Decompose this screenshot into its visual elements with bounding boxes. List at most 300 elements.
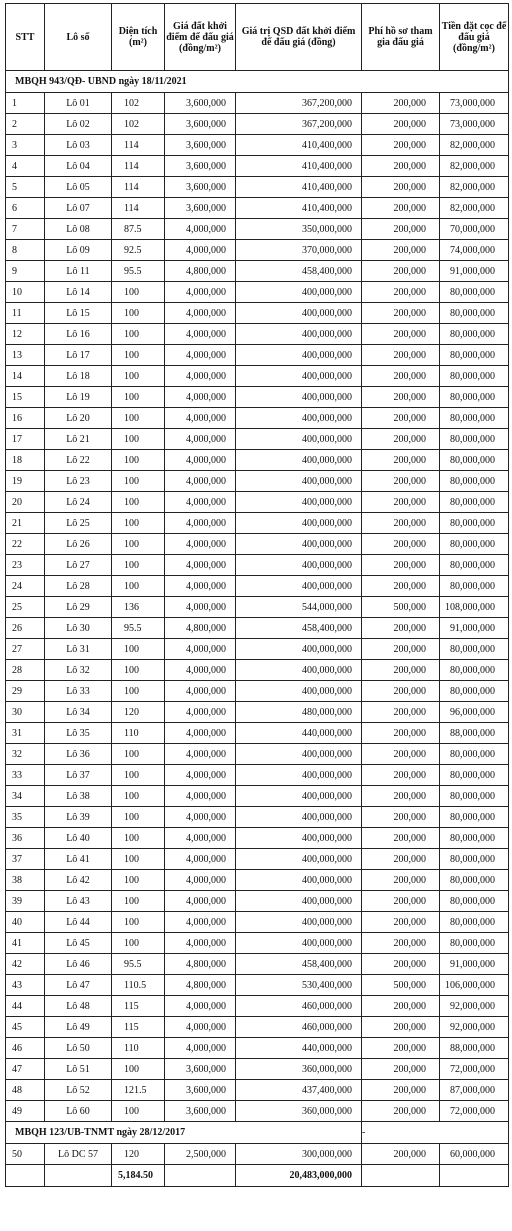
row-area: 115 xyxy=(112,996,165,1017)
totals-value: 20,483,000,000 xyxy=(236,1165,362,1187)
row-unit-price: 4,800,000 xyxy=(165,261,236,282)
row-area: 100 xyxy=(112,324,165,345)
row-unit-price: 4,000,000 xyxy=(165,723,236,744)
row-deposit: 80,000,000 xyxy=(440,387,509,408)
row-area: 95.5 xyxy=(112,618,165,639)
row-deposit: 91,000,000 xyxy=(440,618,509,639)
row-lot: Lô 34 xyxy=(45,702,112,723)
row-fee: 200,000 xyxy=(362,765,440,786)
row-fee: 200,000 xyxy=(362,156,440,177)
row-unit-price: 4,000,000 xyxy=(165,933,236,954)
row-lot: Lô 47 xyxy=(45,975,112,996)
table-row xyxy=(6,765,509,786)
row-value: 440,000,000 xyxy=(236,1038,362,1059)
row-stt: 29 xyxy=(6,681,45,702)
row-unit-price: 4,000,000 xyxy=(165,660,236,681)
table-row xyxy=(6,324,509,345)
row-area: 114 xyxy=(112,198,165,219)
row-unit-price: 4,000,000 xyxy=(165,765,236,786)
row-area: 100 xyxy=(112,639,165,660)
row-deposit: 80,000,000 xyxy=(440,408,509,429)
row-fee: 200,000 xyxy=(362,1144,440,1165)
row-value: 370,000,000 xyxy=(236,240,362,261)
table-row xyxy=(6,954,509,975)
table-row xyxy=(6,1038,509,1059)
row-area: 100 xyxy=(112,807,165,828)
row-value: 410,400,000 xyxy=(236,177,362,198)
row-lot: Lô 33 xyxy=(45,681,112,702)
row-unit-price: 3,600,000 xyxy=(165,1101,236,1122)
row-lot: Lô 23 xyxy=(45,471,112,492)
row-value: 400,000,000 xyxy=(236,492,362,513)
row-area: 100 xyxy=(112,786,165,807)
row-unit-price: 4,000,000 xyxy=(165,870,236,891)
row-fee: 200,000 xyxy=(362,744,440,765)
row-lot: Lô 22 xyxy=(45,450,112,471)
row-value: 400,000,000 xyxy=(236,891,362,912)
row-lot: Lô 52 xyxy=(45,1080,112,1101)
row-lot: Lô 17 xyxy=(45,345,112,366)
row-lot: Lô 27 xyxy=(45,555,112,576)
row-unit-price: 4,000,000 xyxy=(165,702,236,723)
row-unit-price: 4,000,000 xyxy=(165,240,236,261)
row-lot: Lô 41 xyxy=(45,849,112,870)
row-deposit: 73,000,000 xyxy=(440,114,509,135)
table-row xyxy=(6,639,509,660)
row-area: 100 xyxy=(112,891,165,912)
header-deposit: Tiền đặt cọc để đấu giá (đồng/m²) xyxy=(440,4,509,71)
row-stt: 5 xyxy=(6,177,45,198)
row-stt: 50 xyxy=(6,1144,45,1165)
row-area: 100 xyxy=(112,282,165,303)
row-lot: Lô 29 xyxy=(45,597,112,618)
row-lot: Lô 49 xyxy=(45,1017,112,1038)
header-area: Diện tích (m²) xyxy=(112,4,165,71)
row-deposit: 80,000,000 xyxy=(440,450,509,471)
row-fee: 200,000 xyxy=(362,366,440,387)
row-value: 400,000,000 xyxy=(236,450,362,471)
row-area: 100 xyxy=(112,933,165,954)
row-unit-price: 3,600,000 xyxy=(165,177,236,198)
row-unit-price: 3,600,000 xyxy=(165,1080,236,1101)
row-value: 300,000,000 xyxy=(236,1144,362,1165)
row-stt: 48 xyxy=(6,1080,45,1101)
row-fee: 200,000 xyxy=(362,177,440,198)
row-unit-price: 3,600,000 xyxy=(165,198,236,219)
row-fee: 200,000 xyxy=(362,891,440,912)
row-stt: 9 xyxy=(6,261,45,282)
row-stt: 43 xyxy=(6,975,45,996)
table-row xyxy=(6,471,509,492)
table-row xyxy=(6,807,509,828)
group-title-1: MBQH 943/QĐ- UBND ngày 18/11/2021 xyxy=(6,71,509,93)
row-deposit: 80,000,000 xyxy=(440,534,509,555)
row-unit-price: 4,000,000 xyxy=(165,891,236,912)
row-lot: Lô 51 xyxy=(45,1059,112,1080)
row-unit-price: 4,000,000 xyxy=(165,450,236,471)
row-stt: 13 xyxy=(6,345,45,366)
row-fee: 200,000 xyxy=(362,282,440,303)
row-area: 100 xyxy=(112,303,165,324)
totals-blank xyxy=(440,1165,509,1187)
row-deposit: 80,000,000 xyxy=(440,933,509,954)
row-value: 400,000,000 xyxy=(236,912,362,933)
row-unit-price: 4,000,000 xyxy=(165,492,236,513)
row-unit-price: 4,000,000 xyxy=(165,408,236,429)
row-deposit: 80,000,000 xyxy=(440,492,509,513)
row-deposit: 96,000,000 xyxy=(440,702,509,723)
row-value: 410,400,000 xyxy=(236,198,362,219)
group-title-2: MBQH 123/UB-TNMT ngày 28/12/2017 xyxy=(6,1122,362,1144)
row-deposit: 80,000,000 xyxy=(440,303,509,324)
table-row xyxy=(6,219,509,240)
row-value: 458,400,000 xyxy=(236,618,362,639)
table-row xyxy=(6,849,509,870)
row-area: 110.5 xyxy=(112,975,165,996)
row-value: 400,000,000 xyxy=(236,807,362,828)
row-value: 400,000,000 xyxy=(236,408,362,429)
row-stt: 33 xyxy=(6,765,45,786)
row-value: 410,400,000 xyxy=(236,135,362,156)
row-stt: 20 xyxy=(6,492,45,513)
row-deposit: 80,000,000 xyxy=(440,744,509,765)
table-row xyxy=(6,786,509,807)
row-lot: Lô 35 xyxy=(45,723,112,744)
row-stt: 24 xyxy=(6,576,45,597)
table-row xyxy=(6,870,509,891)
row-lot: Lô 03 xyxy=(45,135,112,156)
row-area: 100 xyxy=(112,534,165,555)
row-fee: 200,000 xyxy=(362,492,440,513)
row-unit-price: 4,000,000 xyxy=(165,912,236,933)
row-fee: 200,000 xyxy=(362,240,440,261)
row-lot: Lô 60 xyxy=(45,1101,112,1122)
group-row-2 xyxy=(6,1122,509,1144)
row-stt: 31 xyxy=(6,723,45,744)
row-lot: Lô 16 xyxy=(45,324,112,345)
row-stt: 41 xyxy=(6,933,45,954)
row-area: 100 xyxy=(112,408,165,429)
row-unit-price: 4,000,000 xyxy=(165,387,236,408)
row-stt: 42 xyxy=(6,954,45,975)
row-stt: 44 xyxy=(6,996,45,1017)
table-row xyxy=(6,282,509,303)
table-row xyxy=(6,1101,509,1122)
row-deposit: 80,000,000 xyxy=(440,471,509,492)
row-fee: 200,000 xyxy=(362,1038,440,1059)
row-lot: Lô 46 xyxy=(45,954,112,975)
row-area: 100 xyxy=(112,681,165,702)
table-row xyxy=(6,681,509,702)
row-stt: 1 xyxy=(6,93,45,114)
row-deposit: 92,000,000 xyxy=(440,996,509,1017)
row-unit-price: 4,000,000 xyxy=(165,744,236,765)
table-row xyxy=(6,912,509,933)
row-unit-price: 3,600,000 xyxy=(165,135,236,156)
row-stt: 22 xyxy=(6,534,45,555)
row-value: 360,000,000 xyxy=(236,1059,362,1080)
row-fee: 500,000 xyxy=(362,975,440,996)
row-deposit: 80,000,000 xyxy=(440,513,509,534)
row-lot: Lô 15 xyxy=(45,303,112,324)
row-deposit: 73,000,000 xyxy=(440,93,509,114)
row-area: 100 xyxy=(112,576,165,597)
row-fee: 200,000 xyxy=(362,660,440,681)
header-lot: Lô số xyxy=(45,4,112,71)
totals-area: 5,184.50 xyxy=(112,1165,165,1187)
row-fee: 200,000 xyxy=(362,450,440,471)
row-deposit: 82,000,000 xyxy=(440,198,509,219)
row-value: 458,400,000 xyxy=(236,954,362,975)
table-row xyxy=(6,366,509,387)
row-lot: Lô 36 xyxy=(45,744,112,765)
table-row xyxy=(6,702,509,723)
row-lot: Lô 50 xyxy=(45,1038,112,1059)
row-fee: 200,000 xyxy=(362,828,440,849)
row-fee: 200,000 xyxy=(362,1101,440,1122)
row-fee: 200,000 xyxy=(362,576,440,597)
row-lot: Lô 20 xyxy=(45,408,112,429)
row-value: 400,000,000 xyxy=(236,870,362,891)
row-value: 400,000,000 xyxy=(236,366,362,387)
row-lot: Lô 42 xyxy=(45,870,112,891)
row-value: 480,000,000 xyxy=(236,702,362,723)
row-value: 460,000,000 xyxy=(236,1017,362,1038)
row-value: 400,000,000 xyxy=(236,282,362,303)
row-lot: Lô 38 xyxy=(45,786,112,807)
row-fee: 500,000 xyxy=(362,597,440,618)
row-deposit: 80,000,000 xyxy=(440,828,509,849)
row-lot: Lô 43 xyxy=(45,891,112,912)
table-row xyxy=(6,744,509,765)
row-area: 95.5 xyxy=(112,954,165,975)
table-row xyxy=(6,492,509,513)
row-fee: 200,000 xyxy=(362,219,440,240)
row-fee: 200,000 xyxy=(362,429,440,450)
row-area: 110 xyxy=(112,1038,165,1059)
row-fee: 200,000 xyxy=(362,1080,440,1101)
row-fee: 200,000 xyxy=(362,954,440,975)
row-deposit: 80,000,000 xyxy=(440,345,509,366)
row-fee: 200,000 xyxy=(362,996,440,1017)
row-deposit: 74,000,000 xyxy=(440,240,509,261)
table-row xyxy=(6,303,509,324)
table-row xyxy=(6,450,509,471)
row-fee: 200,000 xyxy=(362,786,440,807)
row-fee: 200,000 xyxy=(362,870,440,891)
row-lot: Lô 04 xyxy=(45,156,112,177)
row-deposit: 70,000,000 xyxy=(440,219,509,240)
row-deposit: 80,000,000 xyxy=(440,576,509,597)
row-lot: Lô 37 xyxy=(45,765,112,786)
row-value: 530,400,000 xyxy=(236,975,362,996)
row-stt: 39 xyxy=(6,891,45,912)
row-deposit: 91,000,000 xyxy=(440,954,509,975)
table-row xyxy=(6,975,509,996)
row-area: 114 xyxy=(112,135,165,156)
row-stt: 6 xyxy=(6,198,45,219)
row-unit-price: 4,000,000 xyxy=(165,345,236,366)
row-unit-price: 4,000,000 xyxy=(165,1038,236,1059)
table-row xyxy=(6,156,509,177)
row-stt: 3 xyxy=(6,135,45,156)
row-stt: 4 xyxy=(6,156,45,177)
row-value: 400,000,000 xyxy=(236,765,362,786)
row-area: 121.5 xyxy=(112,1080,165,1101)
row-unit-price: 4,000,000 xyxy=(165,807,236,828)
auction-lot-table xyxy=(5,3,509,1187)
row-fee: 200,000 xyxy=(362,849,440,870)
row-deposit: 80,000,000 xyxy=(440,870,509,891)
row-fee: 200,000 xyxy=(362,555,440,576)
row-deposit: 80,000,000 xyxy=(440,912,509,933)
row-stt: 12 xyxy=(6,324,45,345)
row-value: 400,000,000 xyxy=(236,471,362,492)
row-stt: 27 xyxy=(6,639,45,660)
row-value: 400,000,000 xyxy=(236,513,362,534)
row-stt: 37 xyxy=(6,849,45,870)
row-fee: 200,000 xyxy=(362,702,440,723)
row-stt: 40 xyxy=(6,912,45,933)
row-deposit: 72,000,000 xyxy=(440,1101,509,1122)
row-fee: 200,000 xyxy=(362,807,440,828)
row-deposit: 80,000,000 xyxy=(440,660,509,681)
table-row xyxy=(6,135,509,156)
row-stt: 7 xyxy=(6,219,45,240)
row-lot: Lô 44 xyxy=(45,912,112,933)
row-deposit: 80,000,000 xyxy=(440,366,509,387)
row-value: 400,000,000 xyxy=(236,849,362,870)
totals-blank xyxy=(6,1165,45,1187)
row-value: 367,200,000 xyxy=(236,114,362,135)
table-row xyxy=(6,660,509,681)
row-unit-price: 4,000,000 xyxy=(165,681,236,702)
row-stt: 49 xyxy=(6,1101,45,1122)
row-value: 410,400,000 xyxy=(236,156,362,177)
row-stt: 25 xyxy=(6,597,45,618)
row-deposit: 88,000,000 xyxy=(440,723,509,744)
row-unit-price: 4,000,000 xyxy=(165,471,236,492)
table-row xyxy=(6,555,509,576)
row-deposit: 108,000,000 xyxy=(440,597,509,618)
header-stt: STT xyxy=(6,4,45,71)
row-stt: 47 xyxy=(6,1059,45,1080)
row-stt: 8 xyxy=(6,240,45,261)
row-value: 400,000,000 xyxy=(236,828,362,849)
row-lot: Lô 40 xyxy=(45,828,112,849)
row-fee: 200,000 xyxy=(362,198,440,219)
row-lot: Lô DC 57 xyxy=(45,1144,112,1165)
row-area: 114 xyxy=(112,177,165,198)
row-unit-price: 4,000,000 xyxy=(165,219,236,240)
table-row xyxy=(6,534,509,555)
row-value: 400,000,000 xyxy=(236,534,362,555)
row-unit-price: 4,000,000 xyxy=(165,1017,236,1038)
row-deposit: 80,000,000 xyxy=(440,324,509,345)
row-stt: 32 xyxy=(6,744,45,765)
row-fee: 200,000 xyxy=(362,408,440,429)
row-area: 100 xyxy=(112,555,165,576)
row-value: 400,000,000 xyxy=(236,744,362,765)
row-area: 100 xyxy=(112,345,165,366)
row-lot: Lô 45 xyxy=(45,933,112,954)
table-row xyxy=(6,996,509,1017)
row-value: 400,000,000 xyxy=(236,639,362,660)
row-fee: 200,000 xyxy=(362,534,440,555)
totals-blank xyxy=(45,1165,112,1187)
row-stt: 46 xyxy=(6,1038,45,1059)
row-stt: 35 xyxy=(6,807,45,828)
row-lot: Lô 08 xyxy=(45,219,112,240)
row-deposit: 87,000,000 xyxy=(440,1080,509,1101)
table-body xyxy=(6,71,509,1187)
row-fee: 200,000 xyxy=(362,324,440,345)
row-fee: 200,000 xyxy=(362,639,440,660)
row-value: 360,000,000 xyxy=(236,1101,362,1122)
header-unit-price: Giá đất khởi điểm để đấu giá (đồng/m²) xyxy=(165,4,236,71)
table-row xyxy=(6,387,509,408)
row-stt: 16 xyxy=(6,408,45,429)
row-area: 120 xyxy=(112,1144,165,1165)
row-area: 100 xyxy=(112,1101,165,1122)
row-lot: Lô 32 xyxy=(45,660,112,681)
row-area: 120 xyxy=(112,702,165,723)
totals-row xyxy=(6,1165,509,1187)
row-deposit: 92,000,000 xyxy=(440,1017,509,1038)
table-row xyxy=(6,1080,509,1101)
row-lot: Lô 09 xyxy=(45,240,112,261)
auction-lot-table-sheet xyxy=(5,3,508,1187)
row-lot: Lô 11 xyxy=(45,261,112,282)
row-value: 544,000,000 xyxy=(236,597,362,618)
row-stt: 38 xyxy=(6,870,45,891)
row-value: 350,000,000 xyxy=(236,219,362,240)
row-area: 100 xyxy=(112,513,165,534)
table-row xyxy=(6,1017,509,1038)
row-area: 100 xyxy=(112,849,165,870)
row-lot: Lô 14 xyxy=(45,282,112,303)
table-row xyxy=(6,114,509,135)
row-unit-price: 4,800,000 xyxy=(165,618,236,639)
row-area: 100 xyxy=(112,366,165,387)
row-value: 400,000,000 xyxy=(236,387,362,408)
table-row xyxy=(6,933,509,954)
row-lot: Lô 24 xyxy=(45,492,112,513)
row-value: 440,000,000 xyxy=(236,723,362,744)
table-row xyxy=(6,345,509,366)
row-stt: 26 xyxy=(6,618,45,639)
row-lot: Lô 07 xyxy=(45,198,112,219)
row-lot: Lô 39 xyxy=(45,807,112,828)
row-value: 460,000,000 xyxy=(236,996,362,1017)
table-row xyxy=(6,723,509,744)
row-deposit: 80,000,000 xyxy=(440,849,509,870)
row-lot: Lô 19 xyxy=(45,387,112,408)
row-unit-price: 3,600,000 xyxy=(165,93,236,114)
group-dash-mark: - xyxy=(362,1122,509,1144)
row-unit-price: 4,000,000 xyxy=(165,366,236,387)
row-fee: 200,000 xyxy=(362,93,440,114)
row-lot: Lô 26 xyxy=(45,534,112,555)
row-area: 102 xyxy=(112,93,165,114)
row-unit-price: 3,600,000 xyxy=(165,114,236,135)
row-unit-price: 4,000,000 xyxy=(165,786,236,807)
row-lot: Lô 18 xyxy=(45,366,112,387)
row-deposit: 80,000,000 xyxy=(440,681,509,702)
row-area: 100 xyxy=(112,429,165,450)
row-value: 400,000,000 xyxy=(236,933,362,954)
row-unit-price: 4,000,000 xyxy=(165,828,236,849)
